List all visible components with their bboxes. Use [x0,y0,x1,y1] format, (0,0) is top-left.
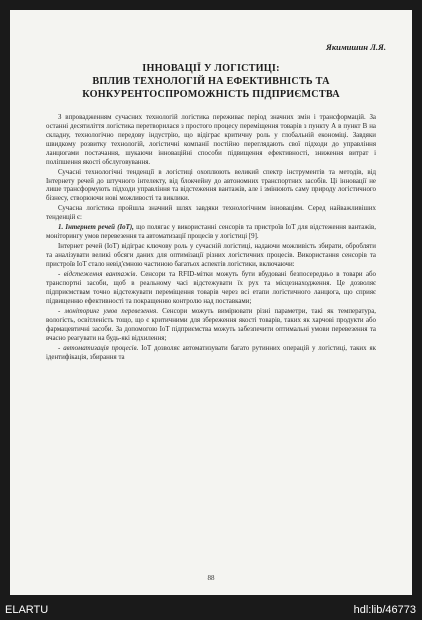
bullet-text: . IoT дозволяє автоматизувати багато рутинних операцій у логістиці, таких як ідентифікація, збирання та [46,344,376,361]
handle-id: hdl:lib/46773 [353,604,416,616]
article-title [50,62,372,101]
title-line-2: ВПЛИВ ТЕХНОЛОГІЙ НА ЕФЕКТИВНІСТЬ ТА [92,76,330,87]
paragraph-innovations: Сучасна логістика пройшла значний шлях завдяки технологічним інноваціям. Серед найважливіших тенденцій є: [46,205,376,222]
iot-heading: 1. Інтернет речей (IoT), [58,224,134,232]
bullet-dash: - [58,344,64,352]
bullet-dash: - [58,271,64,279]
bullet-text: . Сенсори можуть вимірювати різні параметри, такі як температура, вологість, освітленість тощо, що є критичними для збереження якості товарів, таких як харчові продукти або фармацевтичні засоби. За допомогою IoT підприємства можуть забезпечити оптимальні умови перевезення та вчасно реагувати на будь-які відхилення; [46,308,376,342]
title-line-3: КОНКУРЕНТОСПРОМОЖНІСТЬ ПІДПРИЄМСТВА [82,89,340,100]
title-line-1: ІННОВАЦІЇ У ЛОГІСТИЦІ: [142,63,280,74]
bullet-term: автоматизація процесів [63,344,137,352]
page-number: 88 [207,574,215,582]
paragraph-iot-definition [46,224,376,242]
paragraph-intro: З впровадженням сучасних технологій логістика переживає період значних змін і трансформацій. За останні десятиліття логістика перетворилася з простого процесу переміщення товарів з пункту А в пункт В на складну, технологічно передову індустрію, що відіграє критичну роль у глобальній економіці. Завдяки швидкому розвитку технологій, логістичні компанії постійно переглядають свої підходи до управління ланцюгами постачання, шукаючи інноваційні способи підвищення ефективності, зниження витрат і поліпшення якості обслуговування. [46,114,376,166]
bullet-term: відстеження вантажів [63,271,136,279]
iot-definition-text: що полягає у використанні сенсорів та пристроїв IoT для відстеження вантажів, моніторингу умов перевезення та автоматизації процесів у логістиці [9]. [46,224,376,241]
bullet-dash: - [58,308,65,316]
paragraph-trends: Сучасні технологічні тенденції в логістиці охоплюють великий спектр інструментів та методів, від Інтернету речей до штучного інтелекту, від блокчейну до автономних транспортних засобів. Ці інновації не лише трансформують підходи управління та відстеження вантажів, але і змінюють саму природу логістичного бізнесу, створюючи нові можливості та виклики. [46,168,376,203]
bullet-monitoring [46,308,376,344]
bullet-text: . Сенсори та RFID-мітки можуть бути вбудовані безпосередньо в товари або транспортні засоби, щоб в реальному часі відстежувати їх рух та місцезнаходження. Це дозволяє підприємствам точно відстежувати переміщення товарів через всі етапи логістичного ланцюга, що сприяє підвищенню ефективності та покращенню контролю над поставками; [46,271,377,306]
author-name: Якимишин Л.Я. [325,42,386,52]
document-page [10,10,412,595]
bullet-term: моніторинг умов перевезення [64,308,157,316]
bullet-automation [46,345,376,363]
paragraph-iot-role: Інтернет речей (IoT) відіграє ключову роль у сучасній логістиці, надаючи можливість збирати, обробляти та аналізувати великі обсяги даних для оптимізації різних логістичних процесів. Використання сенсорів та пристроїв IoT стало невід'ємною частиною багатьох аспектів логістики, включаючи: [46,243,376,269]
footer-bar [0,600,422,620]
bullet-tracking [46,271,376,307]
article-body [46,114,376,364]
repository-name: ELARTU [5,604,49,616]
